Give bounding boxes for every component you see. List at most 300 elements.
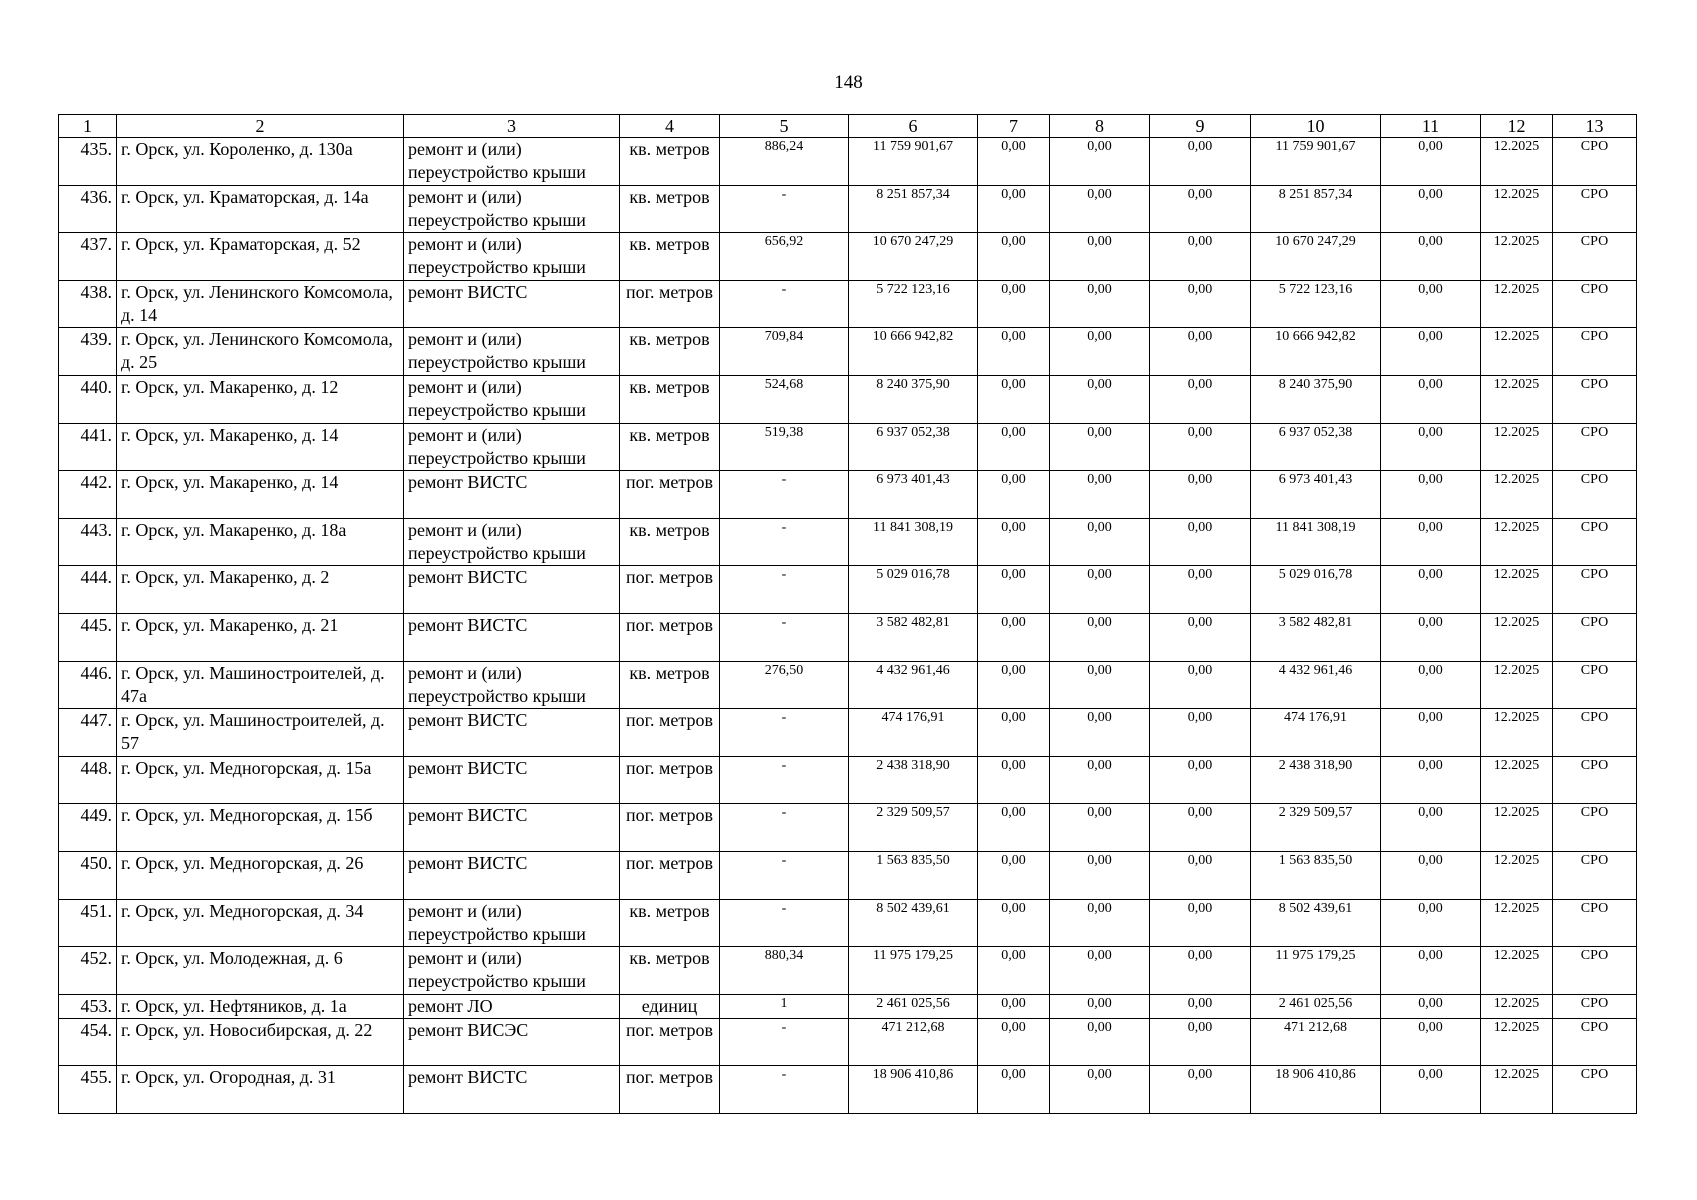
row-number: 440. [59,375,117,423]
fund-other-cell: 0,00 [1381,328,1481,376]
header-cell: 7 [978,115,1050,138]
fund-regional-cell: 0,00 [1050,661,1150,709]
fund-federal-cell: 0,00 [978,994,1050,1018]
row-number: 443. [59,518,117,566]
fund-federal-cell: 0,00 [978,328,1050,376]
volume-cell: 656,92 [720,233,849,281]
fund-other-cell: 0,00 [1381,518,1481,566]
unit-cell: пог. метров [620,709,720,757]
total-cost-cell: 11 975 179,25 [849,947,978,995]
row-number: 454. [59,1018,117,1066]
header-cell: 4 [620,115,720,138]
volume-cell: - [720,566,849,614]
header-cell: 3 [404,115,620,138]
fund-federal-cell: 0,00 [978,375,1050,423]
fund-regional-cell: 0,00 [1050,756,1150,804]
address-cell: г. Орск, ул. Новосибирская, д. 22 [117,1018,404,1066]
fund-regional-cell: 0,00 [1050,280,1150,328]
deadline-cell: 12.2025 [1481,138,1553,186]
total-cost-cell: 8 240 375,90 [849,375,978,423]
fund-local-cell: 0,00 [1150,709,1251,757]
fund-owners-cell: 4 432 961,46 [1251,661,1381,709]
row-number: 451. [59,899,117,947]
fund-other-cell: 0,00 [1381,994,1481,1018]
header-cell: 12 [1481,115,1553,138]
deadline-cell: 12.2025 [1481,613,1553,661]
volume-cell: 524,68 [720,375,849,423]
deadline-cell: 12.2025 [1481,328,1553,376]
fund-federal-cell: 0,00 [978,1018,1050,1066]
row-number: 436. [59,185,117,233]
fund-owners-cell: 8 240 375,90 [1251,375,1381,423]
row-number: 439. [59,328,117,376]
fund-other-cell: 0,00 [1381,185,1481,233]
deadline-cell: 12.2025 [1481,233,1553,281]
row-number: 438. [59,280,117,328]
volume-cell: - [720,1018,849,1066]
table-row [59,851,1637,899]
fund-federal-cell: 0,00 [978,1066,1050,1114]
header-cell: 8 [1050,115,1150,138]
header-row [59,115,1637,138]
fund-regional-cell: 0,00 [1050,233,1150,281]
fund-regional-cell: 0,00 [1050,471,1150,519]
volume-cell: - [720,709,849,757]
fund-other-cell: 0,00 [1381,233,1481,281]
unit-cell: пог. метров [620,756,720,804]
address-cell: г. Орск, ул. Медногорская, д. 34 [117,899,404,947]
unit-cell: пог. метров [620,851,720,899]
volume-cell: - [720,518,849,566]
method-cell: СРО [1553,185,1637,233]
address-cell: г. Орск, ул. Короленко, д. 130а [117,138,404,186]
capital-repair-table [58,114,1637,1114]
fund-owners-cell: 474 176,91 [1251,709,1381,757]
fund-owners-cell: 2 438 318,90 [1251,756,1381,804]
fund-regional-cell: 0,00 [1050,423,1150,471]
address-cell: г. Орск, ул. Макаренко, д. 2 [117,566,404,614]
fund-federal-cell: 0,00 [978,566,1050,614]
fund-owners-cell: 18 906 410,86 [1251,1066,1381,1114]
fund-regional-cell: 0,00 [1050,994,1150,1018]
fund-other-cell: 0,00 [1381,566,1481,614]
deadline-cell: 12.2025 [1481,709,1553,757]
fund-local-cell: 0,00 [1150,613,1251,661]
table-body [59,138,1637,1114]
work-type-cell: ремонт и (или) переустройство крыши [404,328,620,376]
work-type-cell: ремонт и (или) переустройство крыши [404,899,620,947]
work-type-cell: ремонт ВИСТС [404,851,620,899]
fund-local-cell: 0,00 [1150,328,1251,376]
volume-cell: - [720,613,849,661]
row-number: 449. [59,804,117,852]
total-cost-cell: 4 432 961,46 [849,661,978,709]
total-cost-cell: 11 841 308,19 [849,518,978,566]
work-type-cell: ремонт и (или) переустройство крыши [404,185,620,233]
table-row [59,423,1637,471]
work-type-cell: ремонт и (или) переустройство крыши [404,661,620,709]
deadline-cell: 12.2025 [1481,804,1553,852]
method-cell: СРО [1553,138,1637,186]
volume-cell: 519,38 [720,423,849,471]
fund-local-cell: 0,00 [1150,185,1251,233]
table-row [59,518,1637,566]
fund-local-cell: 0,00 [1150,566,1251,614]
volume-cell: 886,24 [720,138,849,186]
total-cost-cell: 5 029 016,78 [849,566,978,614]
work-type-cell: ремонт и (или) переустройство крыши [404,423,620,471]
fund-federal-cell: 0,00 [978,851,1050,899]
unit-cell: кв. метров [620,328,720,376]
table-row [59,756,1637,804]
total-cost-cell: 10 666 942,82 [849,328,978,376]
fund-other-cell: 0,00 [1381,756,1481,804]
total-cost-cell: 5 722 123,16 [849,280,978,328]
volume-cell: - [720,1066,849,1114]
deadline-cell: 12.2025 [1481,471,1553,519]
table-row [59,280,1637,328]
fund-other-cell: 0,00 [1381,280,1481,328]
deadline-cell: 12.2025 [1481,994,1553,1018]
table-row [59,899,1637,947]
row-number: 447. [59,709,117,757]
header-cell: 9 [1150,115,1251,138]
fund-federal-cell: 0,00 [978,138,1050,186]
table-row [59,613,1637,661]
fund-federal-cell: 0,00 [978,804,1050,852]
method-cell: СРО [1553,899,1637,947]
total-cost-cell: 18 906 410,86 [849,1066,978,1114]
total-cost-cell: 2 438 318,90 [849,756,978,804]
fund-federal-cell: 0,00 [978,471,1050,519]
volume-cell: - [720,804,849,852]
fund-owners-cell: 471 212,68 [1251,1018,1381,1066]
work-type-cell: ремонт ВИСТС [404,1066,620,1114]
fund-other-cell: 0,00 [1381,138,1481,186]
deadline-cell: 12.2025 [1481,899,1553,947]
table-row [59,566,1637,614]
fund-federal-cell: 0,00 [978,423,1050,471]
fund-owners-cell: 1 563 835,50 [1251,851,1381,899]
fund-local-cell: 0,00 [1150,804,1251,852]
table-row [59,1018,1637,1066]
volume-cell: 1 [720,994,849,1018]
total-cost-cell: 3 582 482,81 [849,613,978,661]
fund-other-cell: 0,00 [1381,661,1481,709]
fund-local-cell: 0,00 [1150,994,1251,1018]
fund-local-cell: 0,00 [1150,661,1251,709]
fund-other-cell: 0,00 [1381,375,1481,423]
fund-local-cell: 0,00 [1150,233,1251,281]
fund-owners-cell: 2 461 025,56 [1251,994,1381,1018]
deadline-cell: 12.2025 [1481,566,1553,614]
fund-other-cell: 0,00 [1381,471,1481,519]
work-type-cell: ремонт ВИСТС [404,566,620,614]
fund-other-cell: 0,00 [1381,613,1481,661]
header-cell: 1 [59,115,117,138]
method-cell: СРО [1553,471,1637,519]
work-type-cell: ремонт ВИСТС [404,280,620,328]
deadline-cell: 12.2025 [1481,280,1553,328]
row-number: 455. [59,1066,117,1114]
fund-local-cell: 0,00 [1150,899,1251,947]
unit-cell: пог. метров [620,804,720,852]
total-cost-cell: 10 670 247,29 [849,233,978,281]
method-cell: СРО [1553,375,1637,423]
fund-local-cell: 0,00 [1150,947,1251,995]
fund-other-cell: 0,00 [1381,423,1481,471]
volume-cell: - [720,280,849,328]
total-cost-cell: 2 329 509,57 [849,804,978,852]
table-row [59,709,1637,757]
address-cell: г. Орск, ул. Ленинского Комсомола, д. 14 [117,280,404,328]
method-cell: СРО [1553,233,1637,281]
row-number: 442. [59,471,117,519]
fund-regional-cell: 0,00 [1050,375,1150,423]
row-number: 441. [59,423,117,471]
fund-owners-cell: 11 759 901,67 [1251,138,1381,186]
fund-other-cell: 0,00 [1381,804,1481,852]
fund-other-cell: 0,00 [1381,851,1481,899]
fund-other-cell: 0,00 [1381,899,1481,947]
method-cell: СРО [1553,756,1637,804]
fund-owners-cell: 5 029 016,78 [1251,566,1381,614]
fund-federal-cell: 0,00 [978,899,1050,947]
volume-cell: 709,84 [720,328,849,376]
address-cell: г. Орск, ул. Машиностроителей, д. 47а [117,661,404,709]
table-row [59,471,1637,519]
fund-federal-cell: 0,00 [978,947,1050,995]
fund-regional-cell: 0,00 [1050,566,1150,614]
fund-other-cell: 0,00 [1381,1018,1481,1066]
fund-owners-cell: 5 722 123,16 [1251,280,1381,328]
fund-local-cell: 0,00 [1150,423,1251,471]
address-cell: г. Орск, ул. Краматорская, д. 14а [117,185,404,233]
row-number: 446. [59,661,117,709]
total-cost-cell: 471 212,68 [849,1018,978,1066]
unit-cell: единиц [620,994,720,1018]
method-cell: СРО [1553,1018,1637,1066]
address-cell: г. Орск, ул. Машиностроителей, д. 57 [117,709,404,757]
deadline-cell: 12.2025 [1481,423,1553,471]
address-cell: г. Орск, ул. Медногорская, д. 15а [117,756,404,804]
deadline-cell: 12.2025 [1481,661,1553,709]
fund-regional-cell: 0,00 [1050,138,1150,186]
work-type-cell: ремонт ВИСТС [404,709,620,757]
fund-regional-cell: 0,00 [1050,851,1150,899]
fund-other-cell: 0,00 [1381,947,1481,995]
fund-regional-cell: 0,00 [1050,613,1150,661]
unit-cell: кв. метров [620,185,720,233]
fund-local-cell: 0,00 [1150,280,1251,328]
unit-cell: кв. метров [620,138,720,186]
fund-federal-cell: 0,00 [978,280,1050,328]
fund-regional-cell: 0,00 [1050,185,1150,233]
row-number: 437. [59,233,117,281]
total-cost-cell: 474 176,91 [849,709,978,757]
fund-regional-cell: 0,00 [1050,804,1150,852]
unit-cell: кв. метров [620,233,720,281]
volume-cell: - [720,185,849,233]
total-cost-cell: 8 502 439,61 [849,899,978,947]
fund-owners-cell: 11 975 179,25 [1251,947,1381,995]
header-cell: 13 [1553,115,1637,138]
fund-federal-cell: 0,00 [978,709,1050,757]
header-cell: 11 [1381,115,1481,138]
work-type-cell: ремонт и (или) переустройство крыши [404,518,620,566]
table-row [59,661,1637,709]
unit-cell: кв. метров [620,947,720,995]
address-cell: г. Орск, ул. Макаренко, д. 21 [117,613,404,661]
fund-regional-cell: 0,00 [1050,1066,1150,1114]
fund-owners-cell: 8 251 857,34 [1251,185,1381,233]
volume-cell: - [720,851,849,899]
deadline-cell: 12.2025 [1481,756,1553,804]
header-cell: 6 [849,115,978,138]
work-type-cell: ремонт ВИСТС [404,804,620,852]
row-number: 445. [59,613,117,661]
fund-owners-cell: 6 937 052,38 [1251,423,1381,471]
method-cell: СРО [1553,423,1637,471]
fund-owners-cell: 10 666 942,82 [1251,328,1381,376]
table-row [59,947,1637,995]
work-type-cell: ремонт и (или) переустройство крыши [404,138,620,186]
work-type-cell: ремонт ВИСТС [404,613,620,661]
fund-regional-cell: 0,00 [1050,328,1150,376]
table-row [59,994,1637,1018]
row-number: 435. [59,138,117,186]
deadline-cell: 12.2025 [1481,851,1553,899]
table-row [59,138,1637,186]
volume-cell: - [720,471,849,519]
fund-federal-cell: 0,00 [978,613,1050,661]
fund-federal-cell: 0,00 [978,518,1050,566]
deadline-cell: 12.2025 [1481,1018,1553,1066]
fund-regional-cell: 0,00 [1050,899,1150,947]
table-row [59,804,1637,852]
work-type-cell: ремонт ВИСТС [404,471,620,519]
fund-owners-cell: 2 329 509,57 [1251,804,1381,852]
fund-federal-cell: 0,00 [978,756,1050,804]
address-cell: г. Орск, ул. Макаренко, д. 12 [117,375,404,423]
unit-cell: пог. метров [620,1066,720,1114]
fund-owners-cell: 10 670 247,29 [1251,233,1381,281]
address-cell: г. Орск, ул. Медногорская, д. 15б [117,804,404,852]
method-cell: СРО [1553,994,1637,1018]
deadline-cell: 12.2025 [1481,375,1553,423]
method-cell: СРО [1553,566,1637,614]
fund-regional-cell: 0,00 [1050,709,1150,757]
fund-regional-cell: 0,00 [1050,1018,1150,1066]
address-cell: г. Орск, ул. Краматорская, д. 52 [117,233,404,281]
row-number: 453. [59,994,117,1018]
page-number: 148 [834,72,863,93]
fund-regional-cell: 0,00 [1050,518,1150,566]
total-cost-cell: 11 759 901,67 [849,138,978,186]
unit-cell: пог. метров [620,280,720,328]
row-number: 444. [59,566,117,614]
total-cost-cell: 6 937 052,38 [849,423,978,471]
total-cost-cell: 2 461 025,56 [849,994,978,1018]
fund-local-cell: 0,00 [1150,851,1251,899]
method-cell: СРО [1553,613,1637,661]
unit-cell: пог. метров [620,566,720,614]
method-cell: СРО [1553,661,1637,709]
fund-other-cell: 0,00 [1381,1066,1481,1114]
fund-local-cell: 0,00 [1150,756,1251,804]
table-row [59,328,1637,376]
unit-cell: кв. метров [620,661,720,709]
address-cell: г. Орск, ул. Макаренко, д. 14 [117,471,404,519]
deadline-cell: 12.2025 [1481,947,1553,995]
header-cell: 2 [117,115,404,138]
fund-local-cell: 0,00 [1150,138,1251,186]
method-cell: СРО [1553,851,1637,899]
fund-federal-cell: 0,00 [978,185,1050,233]
method-cell: СРО [1553,804,1637,852]
work-type-cell: ремонт и (или) переустройство крыши [404,233,620,281]
unit-cell: кв. метров [620,375,720,423]
row-number: 450. [59,851,117,899]
header-cell: 5 [720,115,849,138]
total-cost-cell: 1 563 835,50 [849,851,978,899]
row-number: 448. [59,756,117,804]
table-row [59,233,1637,281]
fund-other-cell: 0,00 [1381,709,1481,757]
fund-owners-cell: 6 973 401,43 [1251,471,1381,519]
fund-local-cell: 0,00 [1150,518,1251,566]
fund-owners-cell: 11 841 308,19 [1251,518,1381,566]
unit-cell: кв. метров [620,423,720,471]
address-cell: г. Орск, ул. Ленинского Комсомола, д. 25 [117,328,404,376]
method-cell: СРО [1553,280,1637,328]
deadline-cell: 12.2025 [1481,1066,1553,1114]
table-row [59,375,1637,423]
volume-cell: - [720,756,849,804]
address-cell: г. Орск, ул. Молодежная, д. 6 [117,947,404,995]
unit-cell: пог. метров [620,613,720,661]
fund-federal-cell: 0,00 [978,233,1050,281]
unit-cell: кв. метров [620,518,720,566]
address-cell: г. Орск, ул. Макаренко, д. 18а [117,518,404,566]
volume-cell: - [720,899,849,947]
fund-regional-cell: 0,00 [1050,947,1150,995]
volume-cell: 276,50 [720,661,849,709]
fund-local-cell: 0,00 [1150,471,1251,519]
method-cell: СРО [1553,518,1637,566]
deadline-cell: 12.2025 [1481,518,1553,566]
unit-cell: пог. метров [620,471,720,519]
header-cell: 10 [1251,115,1381,138]
address-cell: г. Орск, ул. Медногорская, д. 26 [117,851,404,899]
total-cost-cell: 8 251 857,34 [849,185,978,233]
unit-cell: кв. метров [620,899,720,947]
deadline-cell: 12.2025 [1481,185,1553,233]
table-header [59,115,1637,138]
method-cell: СРО [1553,947,1637,995]
table-row [59,185,1637,233]
row-number: 452. [59,947,117,995]
method-cell: СРО [1553,709,1637,757]
method-cell: СРО [1553,328,1637,376]
fund-owners-cell: 8 502 439,61 [1251,899,1381,947]
address-cell: г. Орск, ул. Нефтяников, д. 1а [117,994,404,1018]
unit-cell: пог. метров [620,1018,720,1066]
work-type-cell: ремонт ВИСТС [404,756,620,804]
work-type-cell: ремонт и (или) переустройство крыши [404,947,620,995]
fund-local-cell: 0,00 [1150,1066,1251,1114]
total-cost-cell: 6 973 401,43 [849,471,978,519]
